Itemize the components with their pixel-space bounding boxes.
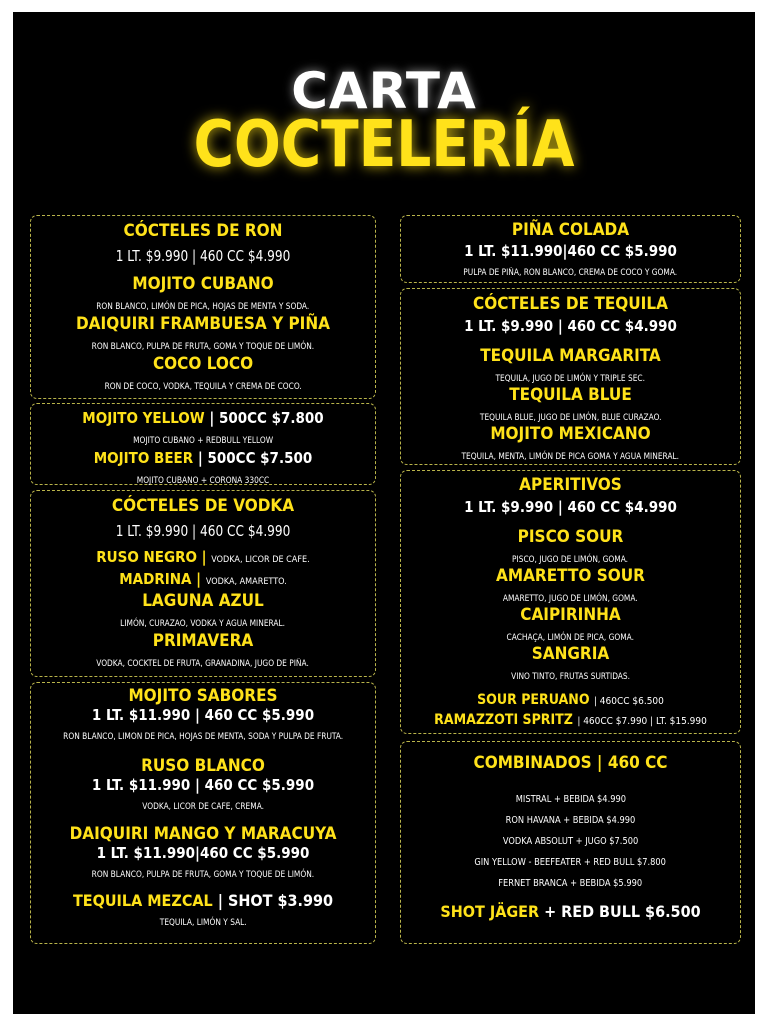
item-desc: RON DE COCO, VODKA, TEQUILA Y CREMA DE COCO. xyxy=(104,382,302,392)
item-name: DAIQUIRI FRAMBUESA Y PIÑA xyxy=(75,314,331,334)
item-desc: TEQUILA, JUGO DE LIMÓN Y TRIPLE SEC. xyxy=(495,374,646,384)
title-cocteleria: COCTELERÍA xyxy=(193,108,575,182)
item-desc: MOJITO CUBANO + REDBULL YELLOW xyxy=(132,436,274,446)
item-desc: PISCO, JUGO DE LIMÓN, GOMA. xyxy=(512,555,629,565)
item-desc: VINO TINTO, FRUTAS SURTIDAS. xyxy=(511,672,630,682)
item-name: CAIPIRINHA xyxy=(520,605,621,625)
section-cocteles-tequila xyxy=(400,288,741,465)
section-price: 1 LT. $9.990 | 460 CC $4.990 xyxy=(115,522,291,540)
item-desc: RON BLANCO, LIMON DE PICA, HOJAS DE MENTA, SODA Y PULPA DE FRUTA. xyxy=(63,732,343,742)
section-heading: PIÑA COLADA xyxy=(511,220,630,240)
item-desc: VODKA, LICOR DE CAFE, CREMA. xyxy=(142,802,264,812)
item-name: TEQUILA MARGARITA xyxy=(480,346,661,366)
combo-item: FERNET BRANCA + BEBIDA $5.990 xyxy=(498,878,643,889)
section-heading: RUSO BLANCO xyxy=(141,756,265,776)
section-heading: APERITIVOS xyxy=(519,475,622,495)
item-desc: RON BLANCO, PULPA DE FRUTA, GOMA Y TOQUE DE LIMÓN. xyxy=(91,870,315,880)
section-heading: COMBINADOS | 460 CC xyxy=(473,753,668,773)
section-price: 1 LT. $11.990 | 460 CC $5.990 xyxy=(91,776,315,794)
item-name: PRIMAVERA xyxy=(152,631,254,651)
item-desc: TEQUILA BLUE, JUGO DE LIMÓN, BLUE CURAZAO. xyxy=(479,413,662,423)
item-tequila-mezcal: TEQUILA MEZCAL | SHOT $3.990 xyxy=(72,891,334,910)
item-desc: PULPA DE PIÑA, RON BLANCO, CREMA DE COCO Y GOMA. xyxy=(463,268,678,278)
section-price: 1 LT. $9.990 | 460 CC $4.990 xyxy=(115,247,291,265)
section-price: 1 LT. $11.990|460 CC $5.990 xyxy=(96,844,310,862)
section-cocteles-vodka xyxy=(30,490,376,677)
title-carta: CARTA xyxy=(291,62,477,120)
item-name: MOJITO CUBANO xyxy=(132,274,274,294)
section-aperitivos xyxy=(400,470,741,734)
item-name: MOJITO MEXICANO xyxy=(490,424,651,444)
section-price: 1 LT. $9.990 | 460 CC $4.990 xyxy=(464,498,677,516)
section-heading: CÓCTELES DE VODKA xyxy=(111,496,295,516)
section-price: 1 LT. $11.990|460 CC $5.990 xyxy=(464,242,677,260)
item-name: PISCO SOUR xyxy=(517,527,624,547)
item-name: AMARETTO SOUR xyxy=(496,566,645,586)
item-desc: MOJITO CUBANO + CORONA 330CC xyxy=(136,476,270,486)
section-heading: CÓCTELES DE TEQUILA xyxy=(473,294,668,314)
item-shot-jager: SHOT JÄGER + RED BULL $6.500 xyxy=(440,902,701,921)
item-desc: RON BLANCO, LIMÓN DE PICA, HOJAS DE MENTA Y SODA. xyxy=(96,302,310,312)
item-name: TEQUILA BLUE xyxy=(509,385,632,405)
item-name: COCO LOCO xyxy=(152,354,254,374)
item-name: LAGUNA AZUL xyxy=(142,591,264,611)
item-desc: RON BLANCO, PULPA DE FRUTA, GOMA Y TOQUE DE LIMÓN. xyxy=(91,342,315,352)
section-heading: CÓCTELES DE RON xyxy=(123,221,283,241)
section-pina-colada xyxy=(400,215,741,283)
item-ramazzoti-spritz: RAMAZZOTI SPRITZ | 460CC $7.990 | LT. $15.990 xyxy=(434,712,707,728)
item-desc: CACHAÇA, LIMÓN DE PICA, GOMA. xyxy=(506,633,635,643)
item-mojito-yellow: MOJITO YELLOW | 500CC $7.800 xyxy=(82,409,324,427)
combo-item: VODKA ABSOLUT + JUGO $7.500 xyxy=(502,836,639,847)
item-ruso-negro: RUSO NEGRO | VODKA, LICOR DE CAFE. xyxy=(96,548,310,566)
section-heading: DAIQUIRI MANGO Y MARACUYA xyxy=(69,824,337,844)
item-desc: LIMÓN, CURAZAO, VODKA Y AGUA MINERAL. xyxy=(120,619,286,629)
item-sour-peruano: SOUR PERUANO | 460CC $6.500 xyxy=(477,692,664,708)
section-cocteles-ron xyxy=(30,215,376,399)
item-mojito-beer: MOJITO BEER | 500CC $7.500 xyxy=(93,449,313,467)
combo-item: GIN YELLOW - BEEFEATER + RED BULL $7.800 xyxy=(474,857,667,868)
section-mojitos-especiales xyxy=(30,403,376,485)
section-heading: MOJITO SABORES xyxy=(128,686,278,706)
section-combinados xyxy=(400,741,741,944)
item-madrina: MADRINA | VODKA, AMARETTO. xyxy=(119,570,287,588)
section-mojito-sabores-group xyxy=(30,682,376,944)
section-price: 1 LT. $11.990 | 460 CC $5.990 xyxy=(91,706,315,724)
item-desc: AMARETTO, JUGO DE LIMÓN, GOMA. xyxy=(503,594,638,604)
item-desc: VODKA, COCKTEL DE FRUTA, GRANADINA, JUGO DE PIÑA. xyxy=(96,659,310,669)
item-desc: TEQUILA, MENTA, LIMÓN DE PICA GOMA Y AGUA MINERAL. xyxy=(461,452,680,462)
combo-item: RON HAVANA + BEBIDA $4.990 xyxy=(505,815,636,826)
item-name: SANGRIA xyxy=(531,644,610,664)
combo-item: MISTRAL + BEBIDA $4.990 xyxy=(515,794,626,805)
item-desc: TEQUILA, LIMÓN Y SAL. xyxy=(159,918,247,928)
section-price: 1 LT. $9.990 | 460 CC $4.990 xyxy=(464,317,677,335)
